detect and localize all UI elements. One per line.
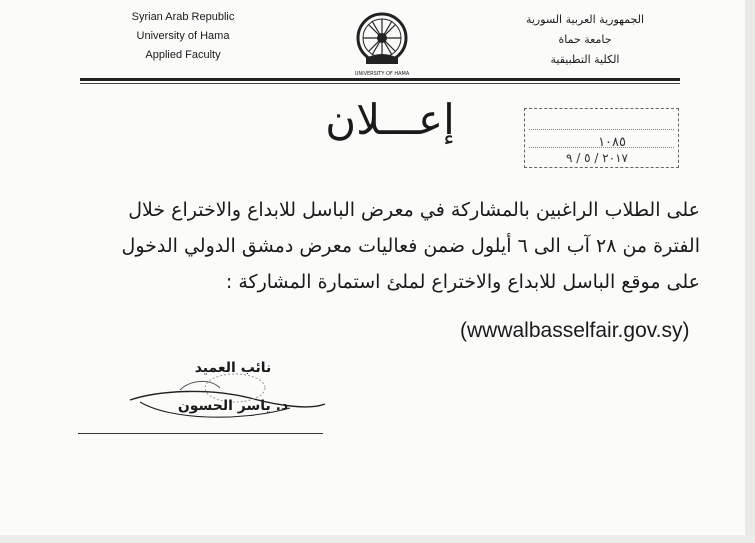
- signatory-title: نائب العميد: [194, 360, 272, 376]
- website-url: (wwwalbasselfair.gov.sy): [460, 319, 690, 342]
- page-title: إعـــلان: [325, 95, 455, 144]
- stamp-line: [529, 129, 674, 130]
- stamp-number: ١٠٨٥: [598, 135, 626, 150]
- announcement-body: [60, 192, 700, 300]
- header-ar-line: جامعة حماة: [558, 33, 612, 46]
- header-arabic: [505, 10, 665, 70]
- body-line: الفترة من ٢٨ آب الى ٦ أيلول ضمن فعاليات معرض دمشق الدولي الدخول: [121, 235, 700, 257]
- body-line: على موقع الباسل للابداع والاختراع لملئ استمارة المشاركة :: [225, 271, 700, 293]
- university-logo-icon: [352, 10, 412, 78]
- header-ar-line: الجمهورية العربية السورية: [525, 13, 645, 26]
- signature-line: [78, 433, 323, 434]
- header-en-line: Syrian Arab Republic: [131, 11, 235, 23]
- header-rule-thin: [80, 83, 680, 84]
- scan-edge: [745, 0, 755, 543]
- header-ar-line: الكلية التطبيقية: [550, 53, 620, 66]
- svg-text:UNIVERSITY OF HAMA: UNIVERSITY OF HAMA: [354, 71, 410, 77]
- header-en-line: Applied Faculty: [145, 49, 221, 61]
- body-line: على الطلاب الراغبين بالمشاركة في معرض الباسل للابداع والاختراع خلال: [128, 199, 700, 221]
- signatory-name: د. ياسر الحسون: [177, 398, 289, 414]
- stamp-date: ٢٠١٧ / ٥ / ٩: [565, 151, 628, 165]
- scan-edge: [0, 535, 755, 543]
- header-en-line: University of Hama: [136, 30, 230, 42]
- registry-stamp: [524, 108, 679, 168]
- header-rule: [80, 78, 680, 81]
- header-english: [118, 8, 248, 65]
